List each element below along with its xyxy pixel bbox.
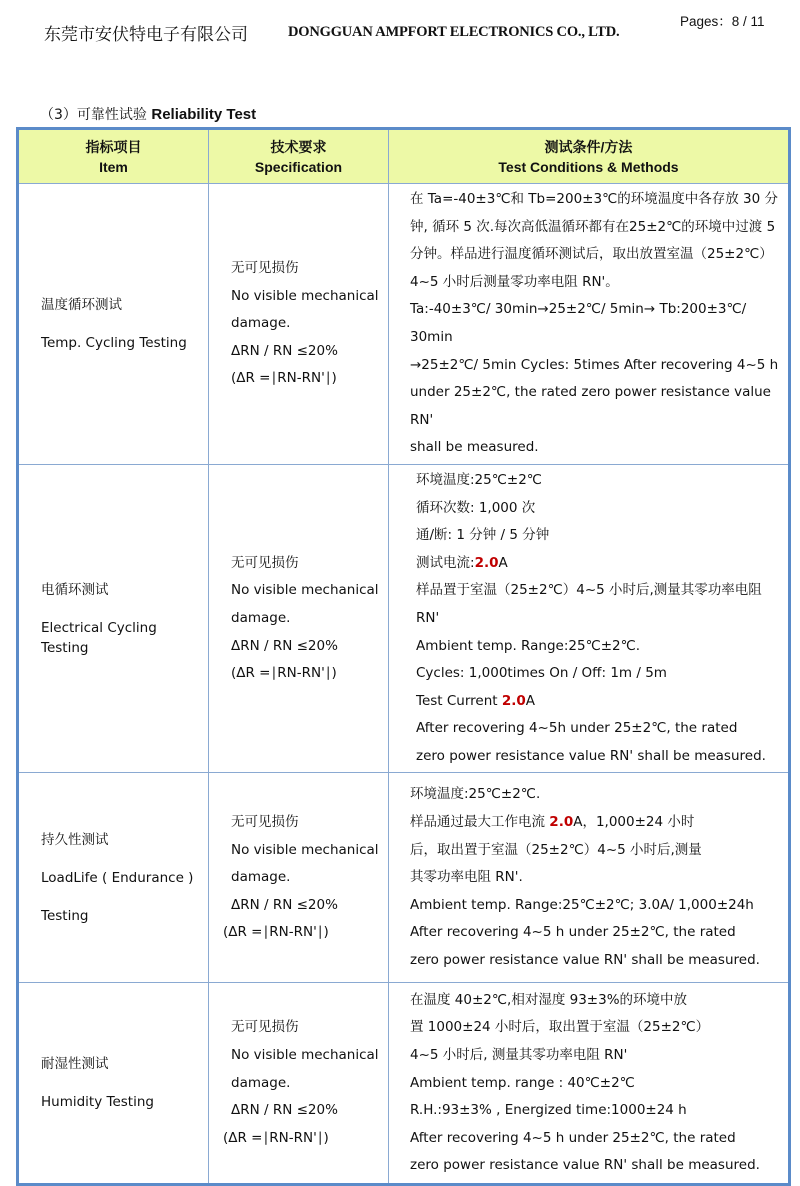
condition-line xyxy=(416,522,788,550)
spec-line: damage. xyxy=(231,1074,291,1091)
condition-line xyxy=(410,379,788,434)
condition-text: 4~5 小时后测量零功率电阻 RN'。 xyxy=(410,273,619,290)
test-conditions-cell xyxy=(389,983,790,1185)
item-cell xyxy=(18,184,209,465)
condition-text: 置 1000±24 小时后，取出置于室温（25±2℃） xyxy=(410,1019,710,1036)
condition-text: A，1,000±24 小时 xyxy=(573,813,695,830)
spec-line: ΔRN / RN ≤20% xyxy=(231,342,338,359)
item-text: 温度循环测试 xyxy=(41,296,122,313)
specification-cell xyxy=(209,773,389,983)
condition-text: 在 Ta=-40±3℃和 Tb=200±3℃的环境温度中各存放 30 分 xyxy=(410,191,779,207)
condition-line xyxy=(410,892,788,920)
condition-text: Cycles: 1,000times On / Off: 1m / 5m xyxy=(416,665,667,682)
page-number: Pages：8 / 11 xyxy=(680,14,765,29)
highlight-value: 2.0 xyxy=(474,554,499,571)
spec-line: ΔRN / RN ≤20% xyxy=(231,896,338,913)
spec-line: damage. xyxy=(231,315,291,332)
spec-line: 无可见损伤 xyxy=(231,813,299,830)
condition-line xyxy=(416,660,788,688)
item-text: Electrical Cycling Testing xyxy=(41,619,157,656)
section-title-en: Reliability Test xyxy=(151,106,257,123)
spec-line: (ΔR =∣RN-RN'∣) xyxy=(231,370,337,387)
header-en: Specification xyxy=(254,158,343,175)
condition-line xyxy=(416,688,788,716)
condition-line xyxy=(416,577,788,632)
condition-text: 样品通过最大工作电流 xyxy=(410,813,550,830)
condition-line xyxy=(410,809,788,837)
condition-line xyxy=(410,1125,788,1153)
highlight-value: 2.0 xyxy=(549,813,574,830)
condition-line xyxy=(416,495,788,523)
spec-line: No visible mechanical xyxy=(231,1047,379,1064)
condition-line xyxy=(410,186,788,214)
spec-line: damage. xyxy=(231,609,291,626)
item-text: 持久性测试 xyxy=(41,831,109,848)
specification-cell xyxy=(209,464,389,773)
header-en: Test Conditions & Methods xyxy=(498,158,679,175)
condition-text: After recovering 4~5h under 25±2℃, the rated xyxy=(416,720,738,737)
condition-text: 其零功率电阻 RN'. xyxy=(410,869,523,886)
condition-line xyxy=(410,1097,788,1125)
condition-line xyxy=(416,550,788,578)
table-row xyxy=(18,983,790,1185)
header-en: Item xyxy=(99,158,128,175)
condition-line xyxy=(416,467,788,495)
item-text: Temp. Cycling Testing xyxy=(41,334,187,351)
item-text: Testing xyxy=(41,907,89,924)
condition-text: 钟, 循环 5 次.每次高低温循环都有在25±2℃的环境中过渡 5 xyxy=(410,218,776,235)
condition-line xyxy=(410,434,788,462)
condition-line xyxy=(416,743,788,771)
condition-text: zero power resistance value RN' shall be measured. xyxy=(410,1157,760,1174)
condition-text: zero power resistance value RN' shall be measured. xyxy=(416,747,766,764)
condition-text: zero power resistance value RN' shall be measured. xyxy=(410,951,760,968)
condition-text: Test Current xyxy=(416,692,502,709)
condition-line xyxy=(410,947,788,975)
test-conditions-cell xyxy=(389,773,790,983)
spec-line: (ΔR =∣RN-RN'∣) xyxy=(223,1129,329,1146)
condition-text: 循环次数: 1,000 次 xyxy=(416,499,536,516)
condition-line xyxy=(410,1042,788,1070)
spec-line: No visible mechanical xyxy=(231,841,379,858)
item-cell xyxy=(18,983,209,1185)
condition-text: 环境温度:25℃±2℃. xyxy=(410,786,541,803)
condition-text: 测试电流: xyxy=(416,554,475,571)
condition-line xyxy=(410,269,788,297)
header-cn: 技术要求 xyxy=(270,138,327,155)
header-specification xyxy=(209,129,389,184)
condition-line xyxy=(410,1014,788,1042)
test-conditions-cell xyxy=(389,184,790,465)
header-item xyxy=(18,129,209,184)
highlight-value: 2.0 xyxy=(501,692,526,709)
condition-line xyxy=(410,837,788,865)
item-text: LoadLife ( Endurance ) xyxy=(41,869,194,886)
condition-text: 分钟。样品进行温度循环测试后，取出放置室温（25±2℃） xyxy=(410,246,773,263)
reliability-test-table xyxy=(16,127,791,1186)
condition-line xyxy=(410,241,788,269)
condition-line xyxy=(410,1152,788,1180)
spec-line: 无可见损伤 xyxy=(231,259,299,276)
condition-text: 通/断: 1 分钟 / 5 分钟 xyxy=(416,527,550,544)
condition-line xyxy=(410,214,788,242)
section-prefix: （3）可靠性试验 xyxy=(40,107,147,123)
condition-text: Ta:-40±3℃/ 30min→25±2℃/ 5min→ Tb:200±3℃/ 30min xyxy=(410,301,747,345)
table-row xyxy=(18,184,790,465)
condition-text: R.H.:93±3% , Energized time:1000±24 h xyxy=(410,1102,687,1119)
spec-line: (ΔR =∣RN-RN'∣) xyxy=(223,924,329,941)
condition-text: 样品置于室温（25±2℃）4~5 小时后,测量其零功率电阻 RN' xyxy=(416,582,762,626)
company-name-en: DONGGUAN AMPFORT ELECTRONICS CO., LTD. xyxy=(288,24,620,40)
spec-line: (ΔR =∣RN-RN'∣) xyxy=(231,665,337,682)
condition-text: Ambient temp. Range:25℃±2℃; 3.0A/ 1,000±24h xyxy=(410,896,754,913)
header-cn: 测试条件/方法 xyxy=(544,138,633,155)
spec-line: 无可见损伤 xyxy=(231,1019,299,1036)
condition-text: →25±2℃/ 5min Cycles: 5times After recovering 4~5 h xyxy=(410,356,779,373)
item-text: 电循环测试 xyxy=(41,581,109,598)
spec-line: ΔRN / RN ≤20% xyxy=(231,637,338,654)
condition-line xyxy=(410,352,788,380)
header-cn: 指标项目 xyxy=(85,138,142,155)
spec-line: No visible mechanical xyxy=(231,582,379,599)
spec-line: damage. xyxy=(231,869,291,886)
specification-cell xyxy=(209,983,389,1185)
condition-text: 环境温度:25℃±2℃ xyxy=(416,471,542,488)
condition-text: shall be measured. xyxy=(410,439,539,456)
spec-line: 无可见损伤 xyxy=(231,554,299,571)
condition-line xyxy=(410,296,788,351)
condition-text: A xyxy=(525,692,536,709)
item-cell xyxy=(18,773,209,983)
table-header-row xyxy=(18,129,790,184)
condition-line xyxy=(410,919,788,947)
condition-text: 4~5 小时后, 测量其零功率电阻 RN' xyxy=(410,1047,628,1064)
section-title xyxy=(40,104,256,124)
condition-line xyxy=(410,987,788,1015)
condition-line xyxy=(416,633,788,661)
table-row xyxy=(18,773,790,983)
condition-text: After recovering 4~5 h under 25±2℃, the rated xyxy=(410,924,736,941)
item-cell xyxy=(18,464,209,773)
condition-text: 后，取出置于室温（25±2℃）4~5 小时后,测量 xyxy=(410,841,702,858)
condition-text: A xyxy=(498,554,508,571)
spec-line: No visible mechanical xyxy=(231,287,379,304)
condition-text: Ambient temp. Range:25℃±2℃. xyxy=(416,637,641,654)
condition-text: Ambient temp. range : 40℃±2℃ xyxy=(410,1074,635,1091)
condition-line xyxy=(416,715,788,743)
item-text: 耐湿性测试 xyxy=(41,1056,109,1073)
condition-line xyxy=(410,864,788,892)
condition-line xyxy=(410,781,788,809)
table-row xyxy=(18,464,790,773)
condition-text: under 25±2℃, the rated zero power resistance value RN' xyxy=(410,384,771,428)
condition-text: After recovering 4~5 h under 25±2℃, the rated xyxy=(410,1129,736,1146)
condition-line xyxy=(410,1070,788,1098)
test-conditions-cell xyxy=(389,464,790,773)
condition-text: 在温度 40±2℃,相对湿度 93±3%的环境中放 xyxy=(410,991,688,1008)
specification-cell xyxy=(209,184,389,465)
header-test-conditions xyxy=(389,129,790,184)
item-text: Humidity Testing xyxy=(41,1094,154,1111)
company-name-cn: 东莞市安伏特电子有限公司 xyxy=(44,25,248,45)
spec-line: ΔRN / RN ≤20% xyxy=(231,1102,338,1119)
